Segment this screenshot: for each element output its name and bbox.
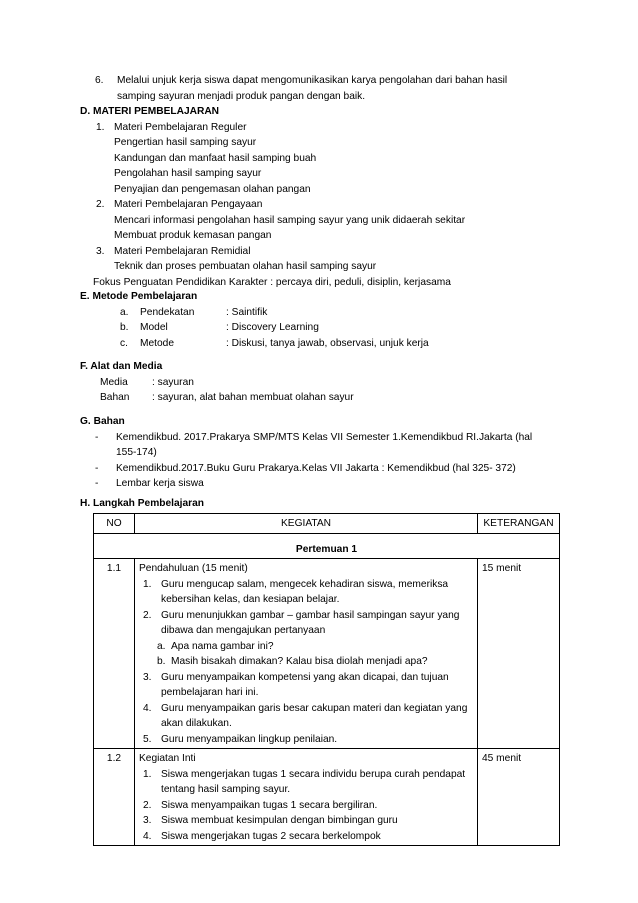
- header-kegiatan: KEGIATAN: [135, 514, 478, 534]
- bahan-line: Kemendikbud. 2017.Prakarya SMP/MTS Kelas VII Semester 1.Kemendikbud RI.Jakarta (hal: [116, 431, 533, 443]
- list-item: [139, 670, 473, 701]
- item-number: 4.: [143, 702, 152, 714]
- bullet-dash: -: [95, 462, 99, 474]
- item-number: 6.: [95, 75, 104, 86]
- row-letter: b.: [120, 322, 129, 333]
- group-number: 3.: [96, 245, 105, 257]
- metode-key: Pendekatan: [140, 306, 195, 318]
- section-title: D. MATERI PEMBELAJARAN: [80, 106, 220, 117]
- row-no: 1.2: [94, 749, 135, 846]
- item-text: Guru menunjukkan gambar – gambar hasil sampingan sayur yang dibawa dan mengajukan pertanyaan: [161, 609, 460, 636]
- row-kegiatan: [135, 749, 478, 846]
- bahan-line: Lembar kerja siswa: [116, 478, 204, 489]
- table-row: [94, 559, 560, 749]
- header-no: NO: [94, 514, 135, 534]
- list-item: [139, 701, 473, 732]
- section-title: G. Bahan: [80, 416, 125, 427]
- list-item: [139, 829, 473, 845]
- row-kegiatan: [135, 559, 478, 749]
- group-label: Materi Pembelajaran Remidial: [114, 245, 251, 257]
- bahan-line: 155-174): [116, 447, 157, 458]
- item-number: 3.: [143, 671, 152, 683]
- langkah-table: [93, 513, 560, 846]
- alat-value: : sayuran, alat bahan membuat olahan sayur: [152, 392, 354, 403]
- item-text: Masih bisakah dimakan? Kalau bisa diolah menjadi apa?: [171, 656, 428, 667]
- tujuan-item-6: [95, 73, 565, 104]
- section-metode: [80, 289, 560, 351]
- list-item: [139, 798, 473, 814]
- item-text-line: samping sayuran menjadi produk pangan dengan baik.: [117, 90, 366, 102]
- list-item: [139, 608, 473, 639]
- section-langkah: [80, 496, 560, 512]
- item-number: 4.: [143, 830, 152, 842]
- section-alat-media: [80, 359, 560, 406]
- item-text: Siswa membuat kesimpulan dengan bimbingan guru: [161, 815, 398, 826]
- kegiatan-title: Kegiatan Inti: [139, 753, 196, 764]
- item-text: Guru menyampaikan kompetensi yang akan dicapai, dan tujuan pembelajaran hari ini.: [161, 671, 449, 698]
- list-subitem: [139, 654, 473, 670]
- meeting-label: Pertemuan 1: [94, 533, 560, 559]
- meeting-row: [94, 533, 560, 559]
- row-keterangan: 45 menit: [478, 749, 560, 846]
- bullet-dash: -: [95, 478, 99, 489]
- item-text: Guru mengucap salam, mengecek kehadiran siswa, memeriksa kebersihan kelas, dan kesiapan belajar.: [161, 578, 449, 605]
- item-text: Siswa mengerjakan tugas 1 secara individu berupa curah pendapat tentang hasil samping sayur.: [161, 768, 466, 795]
- list-subitem: [139, 639, 473, 655]
- group-label: Materi Pembelajaran Pengayaan: [114, 199, 263, 210]
- kegiatan-title: Pendahuluan (15 menit): [139, 563, 248, 574]
- header-keterangan: KETERANGAN: [478, 514, 560, 534]
- group-number: 1.: [96, 121, 105, 133]
- metode-key: Model: [140, 322, 168, 333]
- list-item: [139, 732, 473, 748]
- metode-value: : Discovery Learning: [226, 322, 319, 333]
- metode-key: Metode: [140, 337, 174, 349]
- row-letter: c.: [120, 337, 128, 349]
- section-title: E. Metode Pembelajaran: [80, 291, 198, 302]
- item-text: Siswa menyampaikan tugas 1 secara bergiliran.: [161, 799, 378, 811]
- section-title: F. Alat dan Media: [80, 361, 163, 372]
- fokus-karakter: Fokus Penguatan Pendidikan Karakter : percaya diri, peduli, disiplin, kerjasama: [93, 276, 451, 288]
- metode-value: : Saintifik: [226, 306, 268, 318]
- materi-line: Penyajian dan pengemasan olahan pangan: [114, 183, 311, 195]
- table-row: [94, 749, 560, 846]
- row-no: 1.1: [94, 559, 135, 749]
- materi-line: Pengolahan hasil samping sayur: [114, 168, 262, 179]
- item-text: Apa nama gambar ini?: [171, 640, 274, 652]
- item-number: 3.: [143, 815, 152, 826]
- item-letter: a.: [157, 640, 166, 652]
- row-keterangan: 15 menit: [478, 559, 560, 749]
- list-item: [139, 813, 473, 829]
- section-bahan: [80, 414, 570, 492]
- materi-line: Kandungan dan manfaat hasil samping buah: [114, 152, 317, 164]
- item-number: 1.: [143, 768, 152, 780]
- group-number: 2.: [96, 199, 105, 210]
- list-item: [139, 767, 473, 798]
- item-text: Guru menyampaikan lingkup penilaian.: [161, 733, 338, 745]
- materi-line: Teknik dan proses pembuatan olahan hasil samping sayur: [114, 261, 377, 272]
- item-text: Siswa mengerjakan tugas 2 secara berkelompok: [161, 830, 381, 842]
- item-number: 1.: [143, 578, 152, 590]
- section-title: H. Langkah Pembelajaran: [80, 498, 204, 509]
- item-number: 2.: [143, 609, 152, 621]
- materi-line: Mencari informasi pengolahan hasil samping sayur yang unik didaerah sekitar: [114, 214, 466, 226]
- list-item: [139, 577, 473, 608]
- item-number: 5.: [143, 733, 152, 745]
- table-header-row: [94, 514, 560, 534]
- item-number: 2.: [143, 799, 152, 811]
- row-letter: a.: [120, 306, 129, 318]
- item-text-line: Melalui unjuk kerja siswa dapat mengomunikasikan karya pengolahan dari bahan hasil: [117, 75, 508, 86]
- bullet-dash: -: [95, 431, 99, 443]
- bahan-line: Kemendikbud.2017.Buku Guru Prakarya.Kelas VII Jakarta : Kemendikbud (hal 325- 372): [116, 462, 516, 474]
- metode-value: : Diskusi, tanya jawab, observasi, unjuk kerja: [226, 337, 429, 349]
- group-label: Materi Pembelajaran Reguler: [114, 121, 247, 133]
- alat-key: Bahan: [100, 392, 130, 403]
- alat-value: : sayuran: [152, 376, 194, 388]
- section-materi: [80, 104, 560, 290]
- item-text: Guru menyampaikan garis besar cakupan materi dan kegiatan yang akan dilakukan.: [161, 702, 468, 729]
- materi-line: Membuat produk kemasan pangan: [114, 230, 272, 241]
- materi-line: Pengertian hasil samping sayur: [114, 137, 257, 148]
- alat-key: Media: [100, 376, 128, 388]
- item-letter: b.: [157, 656, 166, 667]
